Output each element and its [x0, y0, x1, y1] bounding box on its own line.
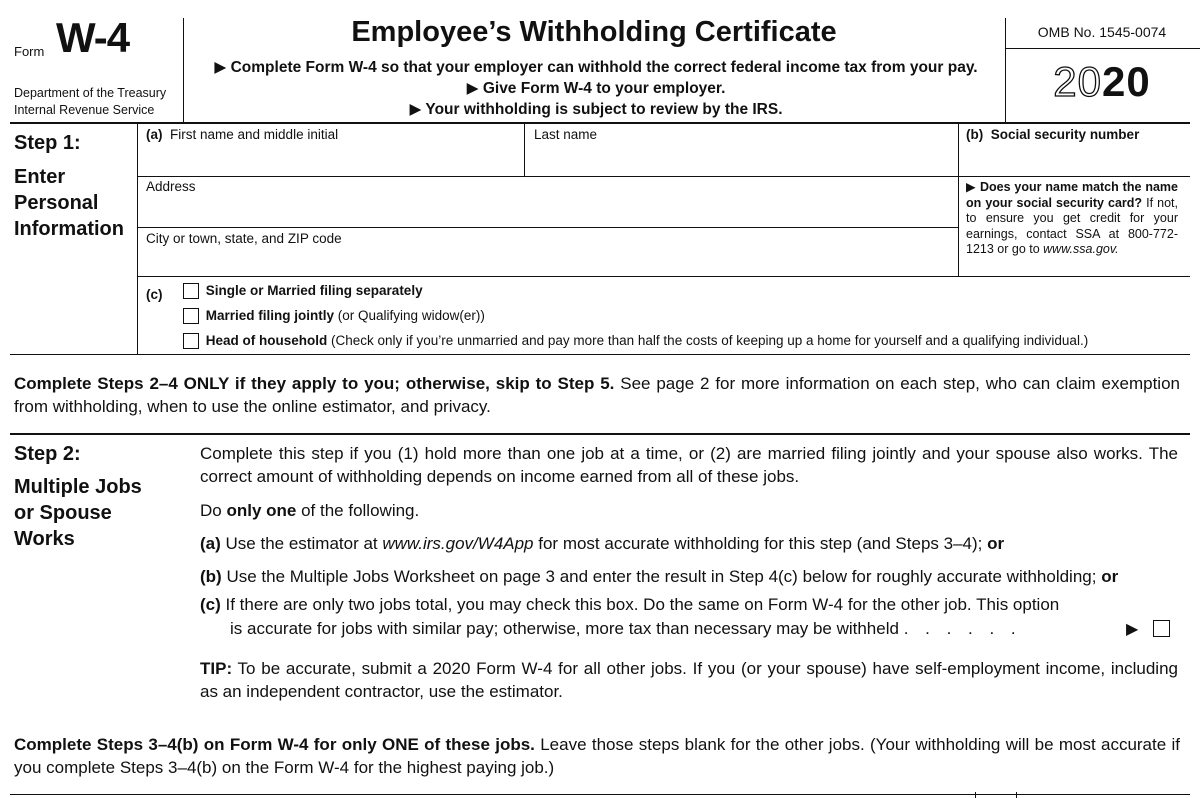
- step2-option-b: (b) Use the Multiple Jobs Worksheet on page 3 and enter the result in Step 4(c) below for roughly accurate withholding; or: [200, 567, 1119, 586]
- page-title: Employee’s Withholding Certificate: [351, 16, 837, 48]
- form-label: Form: [14, 44, 45, 59]
- steps-2-4-instructions: Complete Steps 2–4 ONLY if they apply to you; otherwise, skip to Step 5. See page 2 for more information on each step, who can claim exemption from withholding, when to use the online estimator, and privacy.: [14, 374, 1180, 416]
- estimator-link[interactable]: www.irs.gov/W4App: [382, 534, 534, 553]
- step2-do-only-one: Do only one of the following.: [200, 501, 420, 520]
- triangle-right-icon: ▶: [1126, 621, 1139, 638]
- filing-option-single: Single or Married filing separately: [183, 283, 423, 299]
- filing-option-married-jointly: Married filing jointly (or Qualifying widow(er)): [183, 308, 485, 324]
- step2-description: Complete this step if you (1) hold more than one job at a time, or (2) are married filing jointly and your spouse also works. The correct amount of withholding depends on income earned from all of these jobs.: [200, 444, 1178, 486]
- city-state-zip-field[interactable]: [138, 249, 956, 275]
- city-label: City or town, state, and ZIP code: [146, 231, 342, 246]
- step2-subheading: Multiple Jobs or Spouse Works: [14, 476, 142, 550]
- triangle-right-icon: ▶: [466, 80, 479, 97]
- step2-tip: TIP: To be accurate, submit a 2020 Form W-4 for all other jobs. If you (or your spouse) have self-employment income, including as an independent contractor, use the estimator.: [200, 659, 1178, 701]
- head-of-household-checkbox[interactable]: [183, 333, 199, 349]
- triangle-right-icon: ▶: [966, 180, 977, 194]
- header-instructions: ▶ Complete Form W-4 so that your employer can withhold the correct federal income tax from your pay. ▶ Give Form W-4 to your employer. ▶ Your withholding is subject to review by the IRS.: [214, 59, 978, 118]
- address-label: Address: [146, 179, 196, 194]
- filing-option-head-of-household: Head of household (Check only if you’re unmarried and pay more than half the costs of keeping up a home for yourself and a qualifying individual.): [183, 333, 1088, 349]
- first-name-field[interactable]: [138, 145, 523, 175]
- step1-heading: Step 1:: [14, 132, 81, 154]
- department-line: Department of the Treasury: [14, 86, 167, 100]
- agency-line: Internal Revenue Service: [14, 103, 155, 117]
- ssn-note: ▶ Does your name match the name on your social security card? If not, to ensure you get credit for your earnings, contact SSA at 800-772-1213 or go to www.ssa.gov.: [966, 180, 1178, 256]
- tax-year: 2020: [1053, 58, 1151, 105]
- steps-3-4-instructions: Complete Steps 3–4(b) on Form W-4 for only ONE of these jobs. Leave those steps blank for the other jobs. (Your withholding will be most accurate if you complete Steps 3–4(b) on the Form W-4 for the highest paying job.): [14, 735, 1181, 777]
- ssn-label: (b) Social security number: [966, 127, 1140, 142]
- married-jointly-checkbox[interactable]: [183, 308, 199, 324]
- address-field[interactable]: [138, 197, 956, 225]
- single-checkbox[interactable]: [183, 283, 199, 299]
- two-jobs-checkbox[interactable]: [1153, 620, 1170, 637]
- last-name-field[interactable]: [526, 145, 956, 175]
- step2-option-c-continued: is accurate for jobs with similar pay; otherwise, more tax than necessary may be withheld . . . . . .: [230, 619, 1022, 638]
- first-name-label: (a) First name and middle initial: [146, 127, 339, 142]
- step1-subheading: Enter Personal Information: [14, 166, 124, 240]
- step2-option-c: (c) If there are only two jobs total, you may check this box. Do the same on Form W-4 for the other job. This option: [200, 595, 1060, 614]
- triangle-right-icon: ▶: [214, 59, 227, 76]
- triangle-right-icon: ▶: [409, 101, 422, 118]
- last-name-label: Last name: [534, 127, 598, 142]
- form-number: W-4: [56, 14, 130, 61]
- filing-status-tag: (c): [146, 287, 163, 302]
- ssn-field[interactable]: [960, 145, 1190, 175]
- step2-option-a: (a) Use the estimator at www.irs.gov/W4App for most accurate withholding for this step (and Steps 3–4); or: [200, 534, 1005, 553]
- omb-number: OMB No. 1545-0074: [1037, 24, 1167, 40]
- step2-heading: Step 2:: [14, 443, 81, 465]
